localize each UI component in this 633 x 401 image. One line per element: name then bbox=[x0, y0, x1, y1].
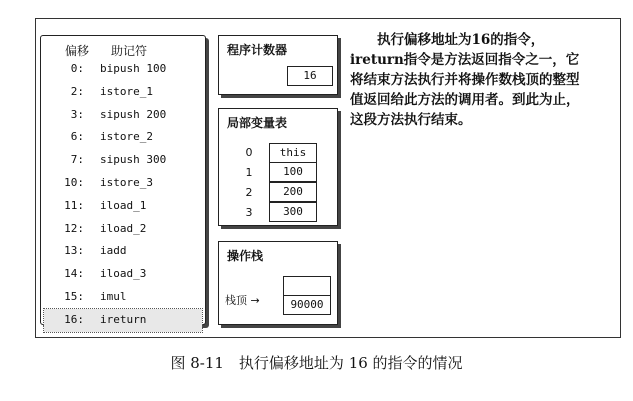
instruction-row bbox=[44, 126, 202, 149]
instruction-mnemonic: iload_3 bbox=[100, 267, 147, 281]
offset-header: 偏移 bbox=[65, 44, 90, 58]
program-counter-value: 16 bbox=[287, 66, 333, 86]
instruction-rows bbox=[44, 58, 202, 332]
instruction-offset: 15: bbox=[64, 289, 84, 303]
local-variable-slot: 100 bbox=[269, 162, 317, 182]
instruction-row bbox=[44, 195, 202, 218]
local-variable-index: 2 bbox=[245, 186, 253, 199]
operand-stack-title: 操作栈 bbox=[227, 249, 264, 263]
local-variable-slot: 200 bbox=[269, 182, 317, 202]
operand-stack-cell bbox=[283, 276, 331, 296]
instruction-mnemonic: istore_3 bbox=[100, 175, 153, 189]
instruction-row-current bbox=[44, 309, 202, 332]
instruction-offset: 6: bbox=[70, 130, 84, 144]
instruction-row bbox=[44, 263, 202, 286]
instruction-row bbox=[44, 81, 202, 104]
instruction-offset: 7: bbox=[70, 153, 84, 167]
description-text: 执行偏移地址为16的指令，ireturn指令是方法返回指令之一，它将结束方法执行并将操作数栈顶的整型值返回给此方法的调用者。到此为止，这段方法执行结束。 bbox=[350, 32, 580, 128]
local-variable-slot: this bbox=[269, 143, 317, 163]
local-variable-index: 3 bbox=[245, 206, 253, 219]
operand-stack-cells bbox=[283, 276, 331, 315]
instruction-mnemonic: iadd bbox=[100, 244, 127, 258]
instruction-offset: 11: bbox=[64, 198, 84, 212]
instruction-row bbox=[44, 149, 202, 172]
program-counter-panel bbox=[218, 35, 338, 95]
instruction-offset: 14: bbox=[64, 267, 84, 281]
instruction-offset: 3: bbox=[70, 107, 84, 121]
instruction-mnemonic: iload_1 bbox=[100, 198, 147, 212]
figure-caption: 图 8-11 执行偏移地址为 16 的指令的情况 bbox=[170, 354, 463, 372]
local-variable-table-panel bbox=[218, 108, 338, 226]
instruction-row bbox=[44, 286, 202, 309]
instruction-row bbox=[44, 104, 202, 127]
instruction-row bbox=[44, 240, 202, 263]
instruction-row bbox=[44, 58, 202, 81]
program-counter-title: 程序计数器 bbox=[227, 43, 288, 57]
instruction-list-panel bbox=[40, 35, 206, 325]
local-variable-index: 1 bbox=[245, 166, 253, 179]
operand-stack-panel bbox=[218, 241, 338, 325]
instruction-mnemonic: istore_1 bbox=[100, 84, 153, 98]
instruction-mnemonic: imul bbox=[100, 289, 127, 303]
local-variable-table-title: 局部变量表 bbox=[227, 116, 288, 130]
instruction-row bbox=[44, 218, 202, 241]
operand-stack-cell: 90000 bbox=[283, 295, 331, 315]
instruction-mnemonic: sipush 200 bbox=[100, 107, 167, 121]
local-variable-index: 0 bbox=[245, 146, 253, 159]
instruction-offset: 13: bbox=[64, 244, 84, 258]
stack-top-label: 栈顶 → bbox=[225, 294, 260, 307]
instruction-offset: 0: bbox=[70, 62, 84, 75]
instruction-offset: 16: bbox=[64, 312, 84, 326]
instruction-offset: 12: bbox=[64, 221, 84, 235]
instruction-row bbox=[44, 172, 202, 195]
local-variable-slot: 300 bbox=[269, 202, 317, 222]
instruction-offset: 10: bbox=[64, 175, 84, 189]
instruction-mnemonic: iload_2 bbox=[100, 221, 147, 235]
instruction-offset: 2: bbox=[70, 84, 84, 98]
instruction-mnemonic: istore_2 bbox=[100, 130, 153, 144]
mnemonic-header: 助记符 bbox=[111, 44, 148, 58]
instruction-mnemonic: bipush 100 bbox=[100, 62, 167, 75]
instruction-mnemonic: sipush 300 bbox=[100, 153, 167, 167]
instruction-mnemonic: ireturn bbox=[100, 312, 147, 326]
